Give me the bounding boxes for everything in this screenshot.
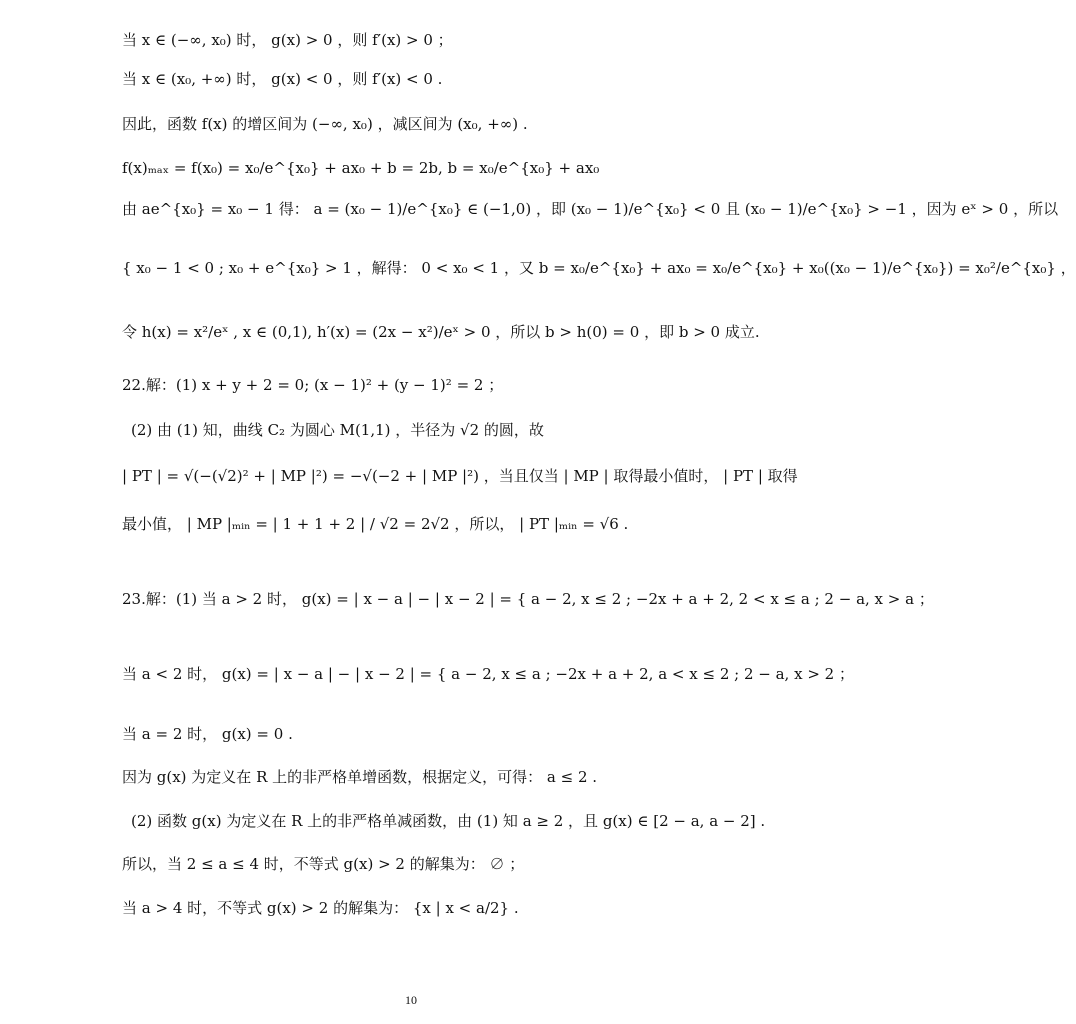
piecewise-line: 23.解：(1) 当 a > 2 时， g(x) = | x − a | − | x − 2 | = { a − 2, x ≤ 2 ; −2x + a + 2, 2 < x ≤ a ; 2 − a, x > a ； (122, 590, 934, 608)
equation-line: { x₀ − 1 < 0 ; x₀ + e^{x₀} > 1 ，解得： 0 < x₀ < 1 ，又 b = x₀/e^{x₀} + ax₀ = x₀/e^{x₀} + x₀((x₀ − 1)/e^{x₀}) = x₀²/e^{x₀} ， (122, 259, 1076, 277)
text-line: 由 ae^{x₀} = x₀ − 1 得： a = (x₀ − 1)/e^{x₀} ∈ (−1,0) ，即 (x₀ − 1)/e^{x₀} < 0 且 (x₀ − 1)/e^{x₀} > −1 ，因为 eˣ > 0 ，所以 (122, 200, 1059, 218)
text-line: 最小值， | MP |ₘᵢₙ = | 1 + 1 + 2 | / √2 = 2√2 ，所以， | PT |ₘᵢₙ = √6 . (122, 515, 629, 533)
equation-line: f(x)ₘₐₓ = f(x₀) = x₀/e^{x₀} + ax₀ + b = 2b, b = x₀/e^{x₀} + ax₀ (122, 159, 600, 177)
text-line: 当 x ∈ (−∞, x₀) 时， g(x) > 0 ，则 f′(x) > 0 ； (122, 31, 453, 49)
text-line: 当 a = 2 时， g(x) = 0 . (122, 725, 293, 743)
text-line: 令 h(x) = x²/eˣ , x ∈ (0,1), h′(x) = (2x − x²)/eˣ > 0 ，所以 b > h(0) = 0 ，即 b > 0 成立. (122, 323, 760, 341)
text-line: 22.解：(1) x + y + 2 = 0; (x − 1)² + (y − 1)² = 2 ； (122, 376, 504, 394)
page-number: 10 (405, 993, 417, 1007)
text-line: 当 a > 4 时，不等式 g(x) > 2 的解集为： {x | x < a/2} . (122, 899, 519, 917)
text-line: 因为 g(x) 为定义在 R 上的非严格单增函数，根据定义，可得： a ≤ 2 . (122, 768, 598, 786)
text-line: | PT | = √(−(√2)² + | MP |²) = −√(−2 + | MP |²) ，当且仅当 | MP | 取得最小值时， | PT | 取得 (122, 467, 798, 485)
text-line: (2) 函数 g(x) 为定义在 R 上的非严格单减函数，由 (1) 知 a ≥ 2 ，且 g(x) ∈ [2 − a, a − 2] . (131, 812, 766, 830)
text-line: 因此，函数 f(x) 的增区间为 (−∞, x₀) ，减区间为 (x₀, +∞) . (122, 115, 528, 133)
text-line: 当 x ∈ (x₀, +∞) 时， g(x) < 0 ，则 f′(x) < 0 . (122, 70, 443, 88)
text-line: (2) 由 (1) 知，曲线 C₂ 为圆心 M(1,1) ，半径为 √2 的圆，故 (131, 421, 544, 439)
piecewise-line: 当 a < 2 时， g(x) = | x − a | − | x − 2 | = { a − 2, x ≤ a ; −2x + a + 2, a < x ≤ 2 ; 2 − a, x > 2 ； (122, 665, 854, 683)
text-line: 所以，当 2 ≤ a ≤ 4 时，不等式 g(x) > 2 的解集为： ∅ ； (122, 855, 525, 873)
